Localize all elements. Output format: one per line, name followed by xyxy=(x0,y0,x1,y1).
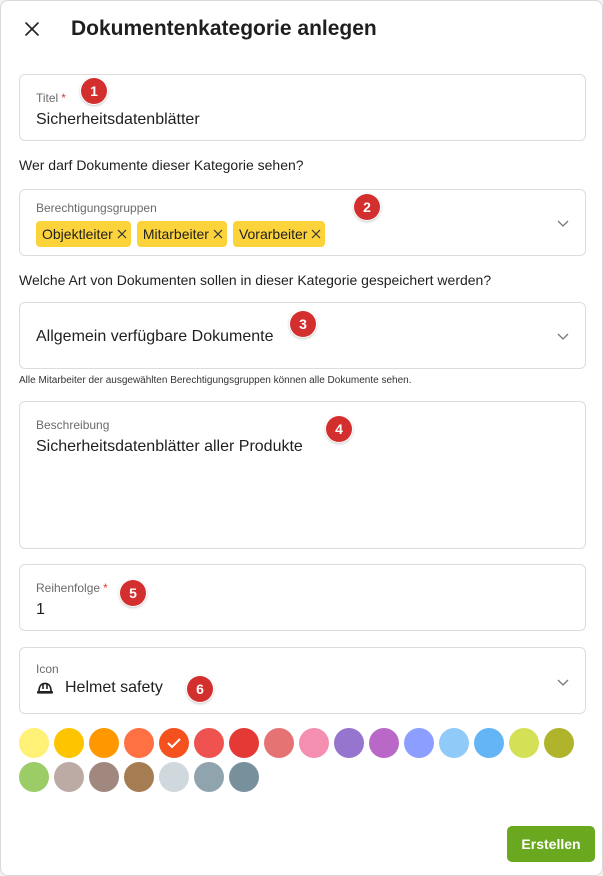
icon-selection xyxy=(36,679,163,697)
color-swatch[interactable] xyxy=(194,762,224,792)
required-mark: * xyxy=(103,581,108,595)
color-swatch[interactable] xyxy=(299,728,329,758)
color-swatch[interactable] xyxy=(159,762,189,792)
document-type-hint: Alle Mitarbeiter der ausgewählten Berechtigungsgruppen können alle Dokumente sehen. xyxy=(19,375,412,386)
annotation-badge-3: 3 xyxy=(290,311,316,337)
color-row-2 xyxy=(19,762,589,792)
chevron-down-icon[interactable] xyxy=(556,329,570,343)
permission-groups-select[interactable] xyxy=(19,189,586,256)
color-swatch[interactable] xyxy=(439,728,469,758)
helmet-safety-icon xyxy=(36,680,54,696)
dialog-title: Dokumentenkategorie anlegen xyxy=(71,17,377,40)
icon-label: Icon xyxy=(36,662,59,676)
color-row-1 xyxy=(19,728,589,758)
annotation-badge-2: 2 xyxy=(354,194,380,220)
chip-remove-icon[interactable] xyxy=(117,229,127,239)
color-swatch[interactable] xyxy=(229,728,259,758)
description-label: Beschreibung xyxy=(36,418,110,432)
color-swatch[interactable] xyxy=(194,728,224,758)
color-swatch[interactable] xyxy=(89,728,119,758)
annotation-badge-4: 4 xyxy=(326,416,352,442)
color-swatch[interactable] xyxy=(334,728,364,758)
annotation-badge-6: 6 xyxy=(187,676,213,702)
color-swatch[interactable] xyxy=(264,728,294,758)
title-label: Titel * xyxy=(36,91,66,105)
groups-label: Berechtigungsgruppen xyxy=(36,201,157,215)
annotation-badge-5: 5 xyxy=(120,580,146,606)
color-swatch[interactable] xyxy=(404,728,434,758)
check-icon xyxy=(166,736,182,750)
order-label: Reihenfolge * xyxy=(36,581,108,595)
type-question: Welche Art von Dokumenten sollen in dieser Kategorie gespeichert werden? xyxy=(19,272,492,288)
color-swatch[interactable] xyxy=(124,728,154,758)
color-swatch[interactable] xyxy=(229,762,259,792)
document-type-value: Allgemein verfügbare Dokumente xyxy=(36,328,274,345)
title-input[interactable]: Sicherheitsdatenblätter xyxy=(36,111,200,128)
chevron-down-icon[interactable] xyxy=(556,675,570,689)
color-swatch[interactable] xyxy=(544,728,574,758)
color-swatch[interactable] xyxy=(54,762,84,792)
color-swatch[interactable] xyxy=(89,762,119,792)
chevron-down-icon[interactable] xyxy=(556,216,570,230)
chip-vorarbeiter[interactable]: Vorarbeiter xyxy=(233,221,325,247)
color-swatch[interactable] xyxy=(124,762,154,792)
color-swatch[interactable] xyxy=(54,728,84,758)
order-field[interactable] xyxy=(19,564,586,631)
order-input[interactable]: 1 xyxy=(36,601,45,618)
required-mark: * xyxy=(61,91,66,105)
color-swatch[interactable] xyxy=(19,762,49,792)
annotation-badge-1: 1 xyxy=(81,78,107,104)
icon-select[interactable] xyxy=(19,647,586,714)
color-swatch-selected[interactable] xyxy=(159,728,189,758)
create-button[interactable]: Erstellen xyxy=(507,826,595,862)
chip-objektleiter[interactable]: Objektleiter xyxy=(36,221,131,247)
description-textarea[interactable]: Sicherheitsdatenblätter aller Produkte xyxy=(36,438,303,455)
color-picker xyxy=(19,728,589,796)
visibility-question: Wer darf Dokumente dieser Kategorie sehen? xyxy=(19,157,304,173)
groups-chip-list xyxy=(36,221,325,247)
chip-remove-icon[interactable] xyxy=(311,229,321,239)
icon-value: Helmet safety xyxy=(65,679,163,696)
color-swatch[interactable] xyxy=(369,728,399,758)
dialog-header xyxy=(1,1,602,59)
color-swatch[interactable] xyxy=(509,728,539,758)
description-field[interactable] xyxy=(19,401,586,549)
chip-remove-icon[interactable] xyxy=(213,229,223,239)
color-swatch[interactable] xyxy=(474,728,504,758)
close-icon[interactable] xyxy=(21,18,43,40)
chip-mitarbeiter[interactable]: Mitarbeiter xyxy=(137,221,227,247)
color-swatch[interactable] xyxy=(19,728,49,758)
